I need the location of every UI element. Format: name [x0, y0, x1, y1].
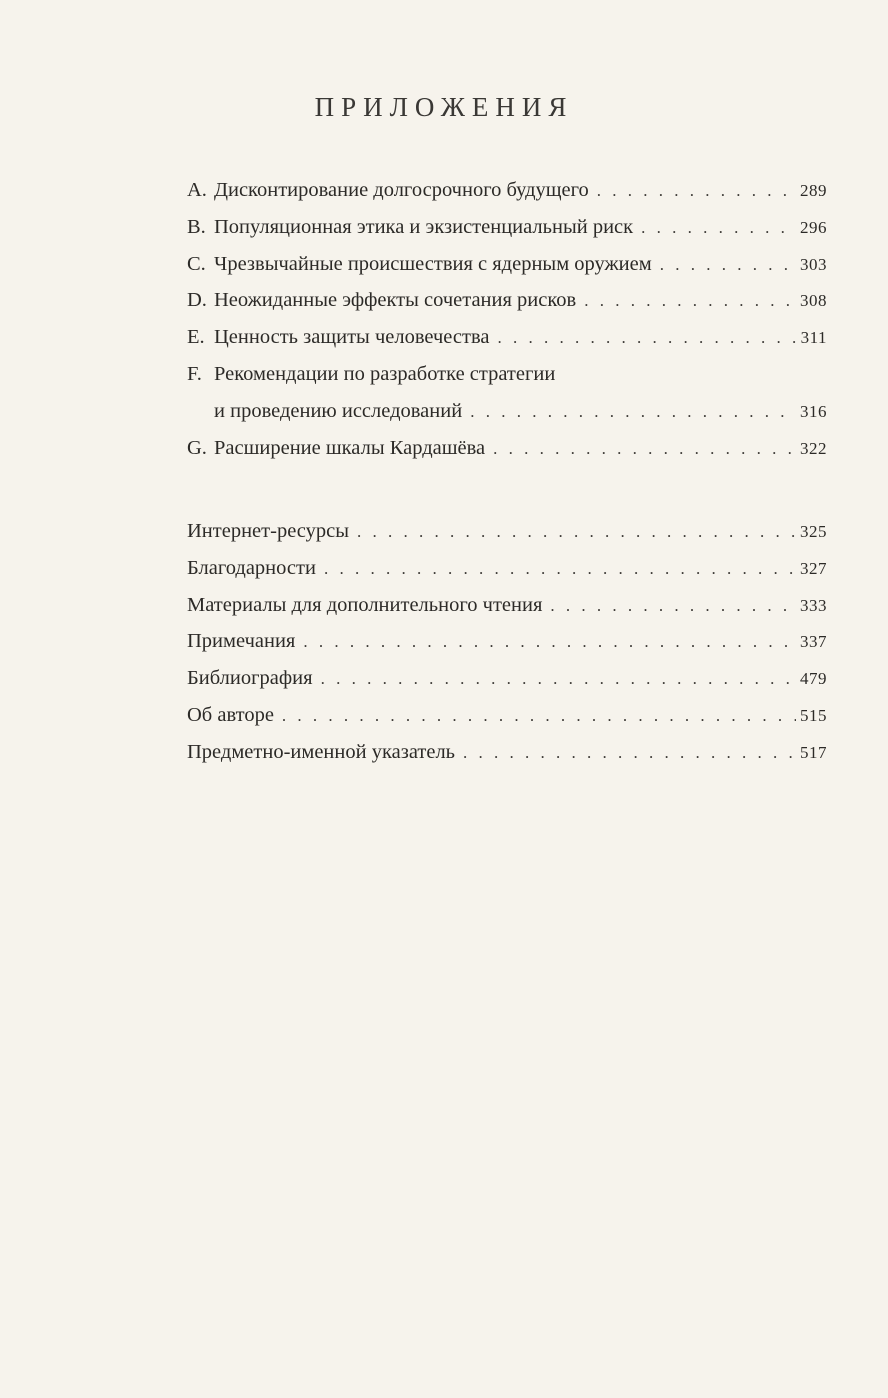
entry-title: Примечания: [187, 630, 296, 653]
entry-title: Чрезвычайные происшествия с ядерным оружием: [214, 252, 652, 275]
entry-page-number: 316: [800, 401, 827, 421]
entry-page-number: 311: [800, 328, 827, 348]
dot-leader: [282, 698, 796, 735]
entry-title: Ценность защиты человечества: [214, 326, 490, 349]
toc-entry-about-author[interactable]: [187, 697, 827, 734]
entry-letter: E.: [187, 326, 205, 349]
entry-letter: F.: [187, 362, 202, 385]
entry-page-number: 479: [800, 669, 827, 689]
toc-entry-e[interactable]: [187, 319, 827, 356]
entry-title: Предметно-именной указатель: [187, 740, 456, 763]
entry-page-number: 296: [800, 217, 827, 237]
dot-leader: [463, 735, 796, 772]
entry-title: Популяционная этика и экзистенциальный риск: [214, 215, 634, 238]
toc-entry-index[interactable]: [187, 734, 827, 771]
entry-letter: G.: [187, 436, 207, 459]
dot-leader: [641, 210, 796, 247]
toc-entry-d[interactable]: [187, 282, 827, 319]
entry-first-line: [187, 356, 827, 393]
section-heading: ПРИЛОЖЕНИЯ: [314, 92, 574, 122]
entry-page-number: 327: [800, 558, 827, 578]
entry-page-number: 289: [800, 181, 827, 200]
dot-leader: [550, 588, 796, 625]
entry-page-number: 322: [800, 438, 827, 458]
entry-page-number: 333: [800, 595, 827, 615]
dot-leader: [470, 394, 796, 431]
entry-title: Библиография: [187, 667, 313, 690]
toc-entry-b[interactable]: [187, 209, 827, 246]
entry-title: Материалы для дополнительного чтения: [187, 593, 543, 616]
entry-title: Интернет-ресурсы: [187, 520, 349, 542]
entry-title: Рекомендации по разработке стратегии: [214, 362, 556, 385]
back-matter-list: [187, 513, 827, 771]
dot-leader: [321, 661, 796, 698]
entry-title-continuation: и проведению исследований: [214, 399, 463, 422]
entry-letter: C.: [187, 252, 206, 275]
entry-letter: D.: [187, 289, 207, 312]
dot-leader: [584, 283, 796, 320]
entry-second-line: [187, 393, 827, 430]
toc-entry-further-reading[interactable]: [187, 587, 827, 624]
entry-page-number: 303: [800, 254, 827, 274]
toc-entry-internet-resources[interactable]: [187, 513, 827, 550]
entry-page-number: 517: [800, 742, 827, 762]
entry-title: Дисконтирование долгосрочного будущего: [214, 179, 589, 201]
toc-entry-notes[interactable]: [187, 623, 827, 660]
dot-leader: [660, 247, 796, 284]
toc-entry-c[interactable]: [187, 246, 827, 283]
entry-letter: A.: [187, 179, 207, 201]
toc-entry-f[interactable]: [187, 356, 827, 430]
toc-entry-a[interactable]: [187, 172, 827, 209]
dot-leader: [303, 624, 796, 661]
entry-letter: B.: [187, 215, 206, 238]
toc-entry-acknowledgements[interactable]: [187, 550, 827, 587]
dot-leader: [357, 514, 796, 551]
entry-page-number: 337: [800, 632, 827, 652]
toc-entry-g[interactable]: [187, 430, 827, 467]
entry-title: Об авторе: [187, 703, 274, 726]
dot-leader: [493, 431, 796, 468]
entry-title: Неожиданные эффекты сочетания рисков: [214, 289, 577, 312]
entry-page-number: 308: [800, 291, 827, 311]
entry-title: Благодарности: [187, 556, 316, 579]
appendices-list: [187, 172, 827, 466]
entry-page-number: 325: [800, 522, 827, 541]
dot-leader: [597, 173, 796, 210]
entry-title: Расширение шкалы Кардашёва: [214, 436, 486, 459]
dot-leader: [497, 320, 796, 357]
toc-entry-bibliography[interactable]: [187, 660, 827, 697]
dot-leader: [324, 551, 796, 588]
entry-page-number: 515: [800, 705, 827, 725]
